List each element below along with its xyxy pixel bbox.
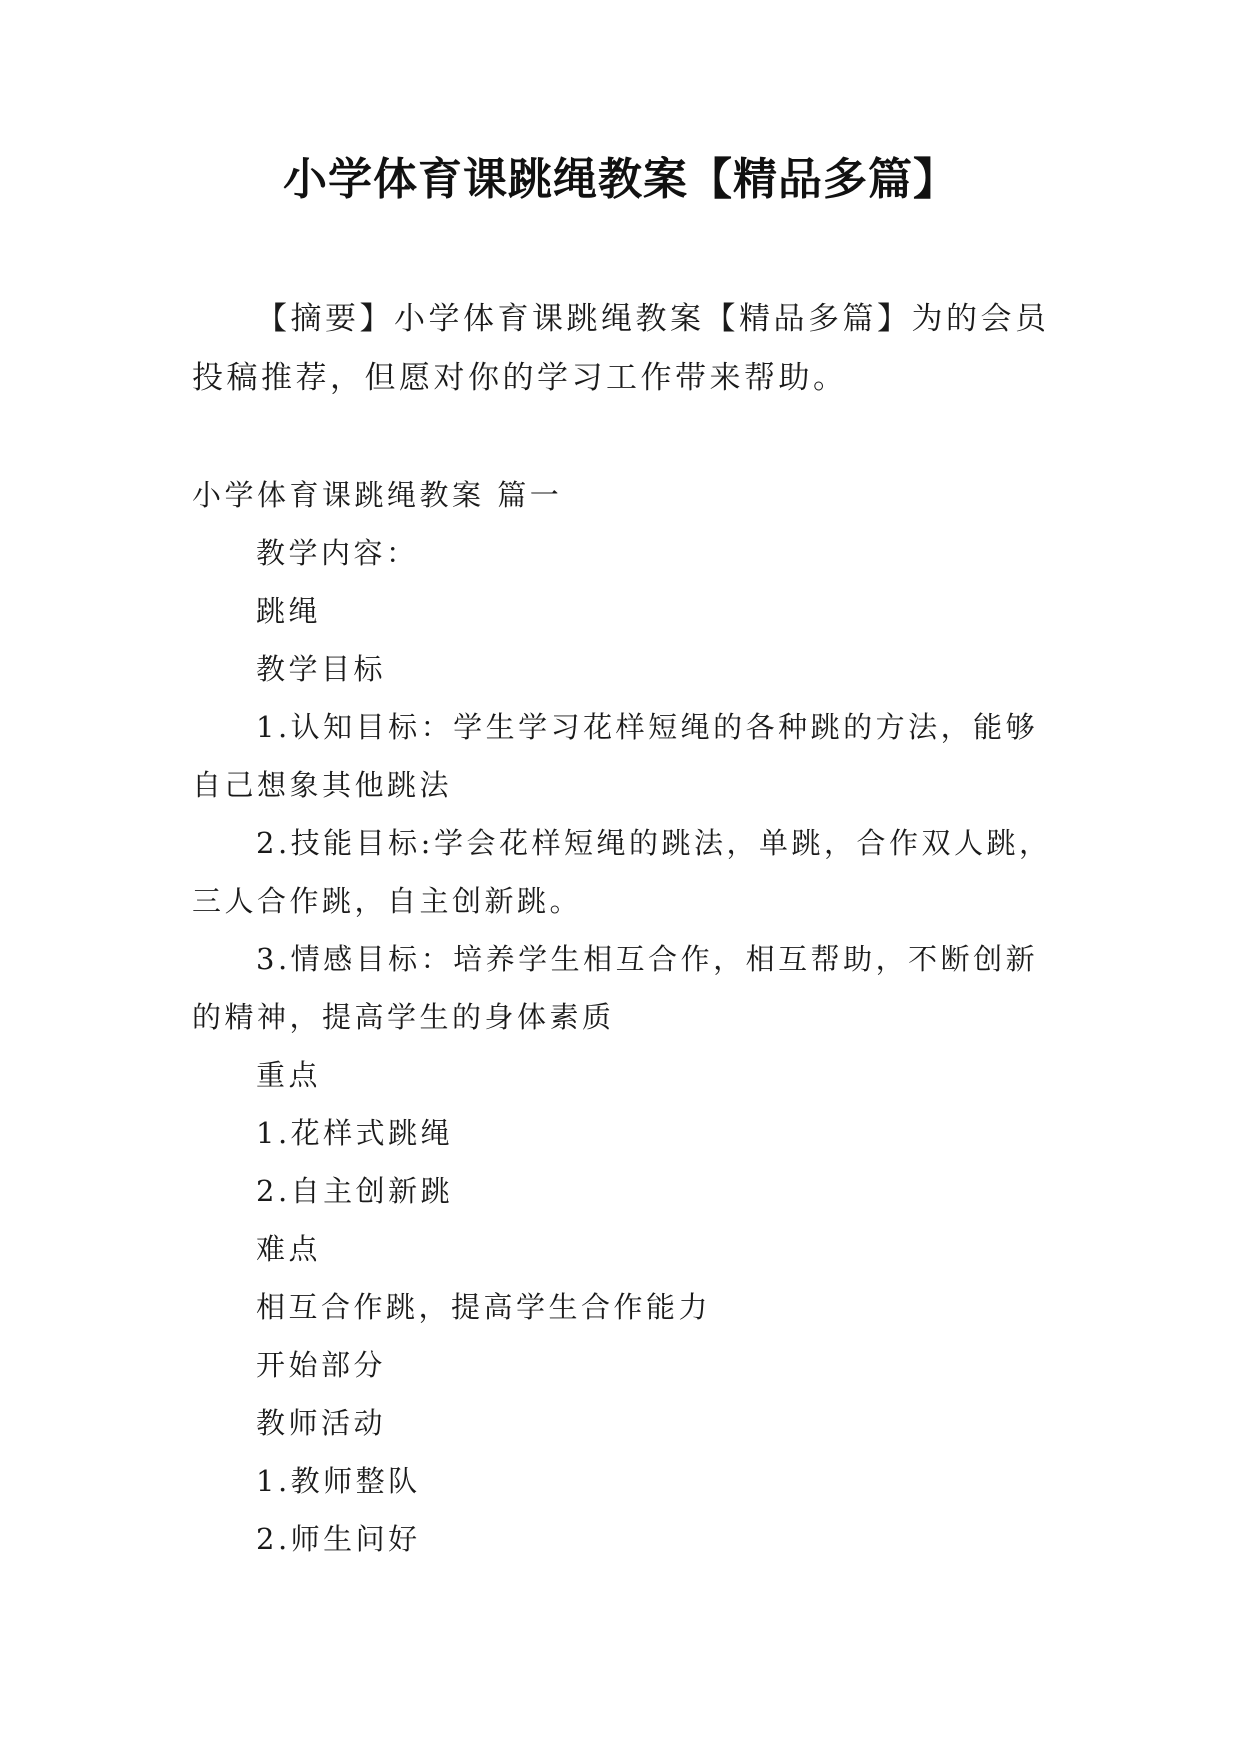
- body-paragraph: 相互合作跳，提高学生合作能力: [256, 1290, 712, 1324]
- document-title: 小学体育课跳绳教案【精品多篇】: [283, 154, 958, 205]
- body-paragraph: 2.技能目标:学会花样短绳的跳法，单跳，合作双人跳，三人合作跳，自主创新跳。: [192, 826, 1052, 918]
- body-paragraph: 教学目标: [256, 652, 387, 686]
- body-paragraph: 1.认知目标：学生学习花样短绳的各种跳的方法，能够自己想象其他跳法: [192, 710, 1039, 802]
- section-heading: 小学体育课跳绳教案 篇一: [192, 478, 563, 512]
- body-paragraph: 跳绳: [256, 594, 322, 628]
- body-paragraph: 开始部分: [256, 1348, 387, 1382]
- abstract-paragraph: 【摘要】小学体育课跳绳教案【精品多篇】为的会员投稿推荐，但愿对你的学习工作带来帮助。: [192, 301, 1050, 396]
- body-paragraph: 1.教师整队: [256, 1464, 421, 1498]
- body-paragraph: 重点: [256, 1058, 322, 1092]
- body-paragraph: 1.花样式跳绳: [256, 1116, 454, 1150]
- body-paragraph: 教师活动: [256, 1406, 387, 1440]
- body-paragraph: 3.情感目标：培养学生相互合作，相互帮助，不断创新的精神，提高学生的身体素质: [192, 942, 1039, 1034]
- body-paragraph: 2.自主创新跳: [256, 1174, 454, 1208]
- body-paragraph: 2.师生问好: [256, 1522, 421, 1556]
- body-paragraph: 教学内容：: [256, 536, 419, 570]
- body-paragraph: 难点: [256, 1232, 322, 1266]
- document-body: [192, 466, 1062, 1568]
